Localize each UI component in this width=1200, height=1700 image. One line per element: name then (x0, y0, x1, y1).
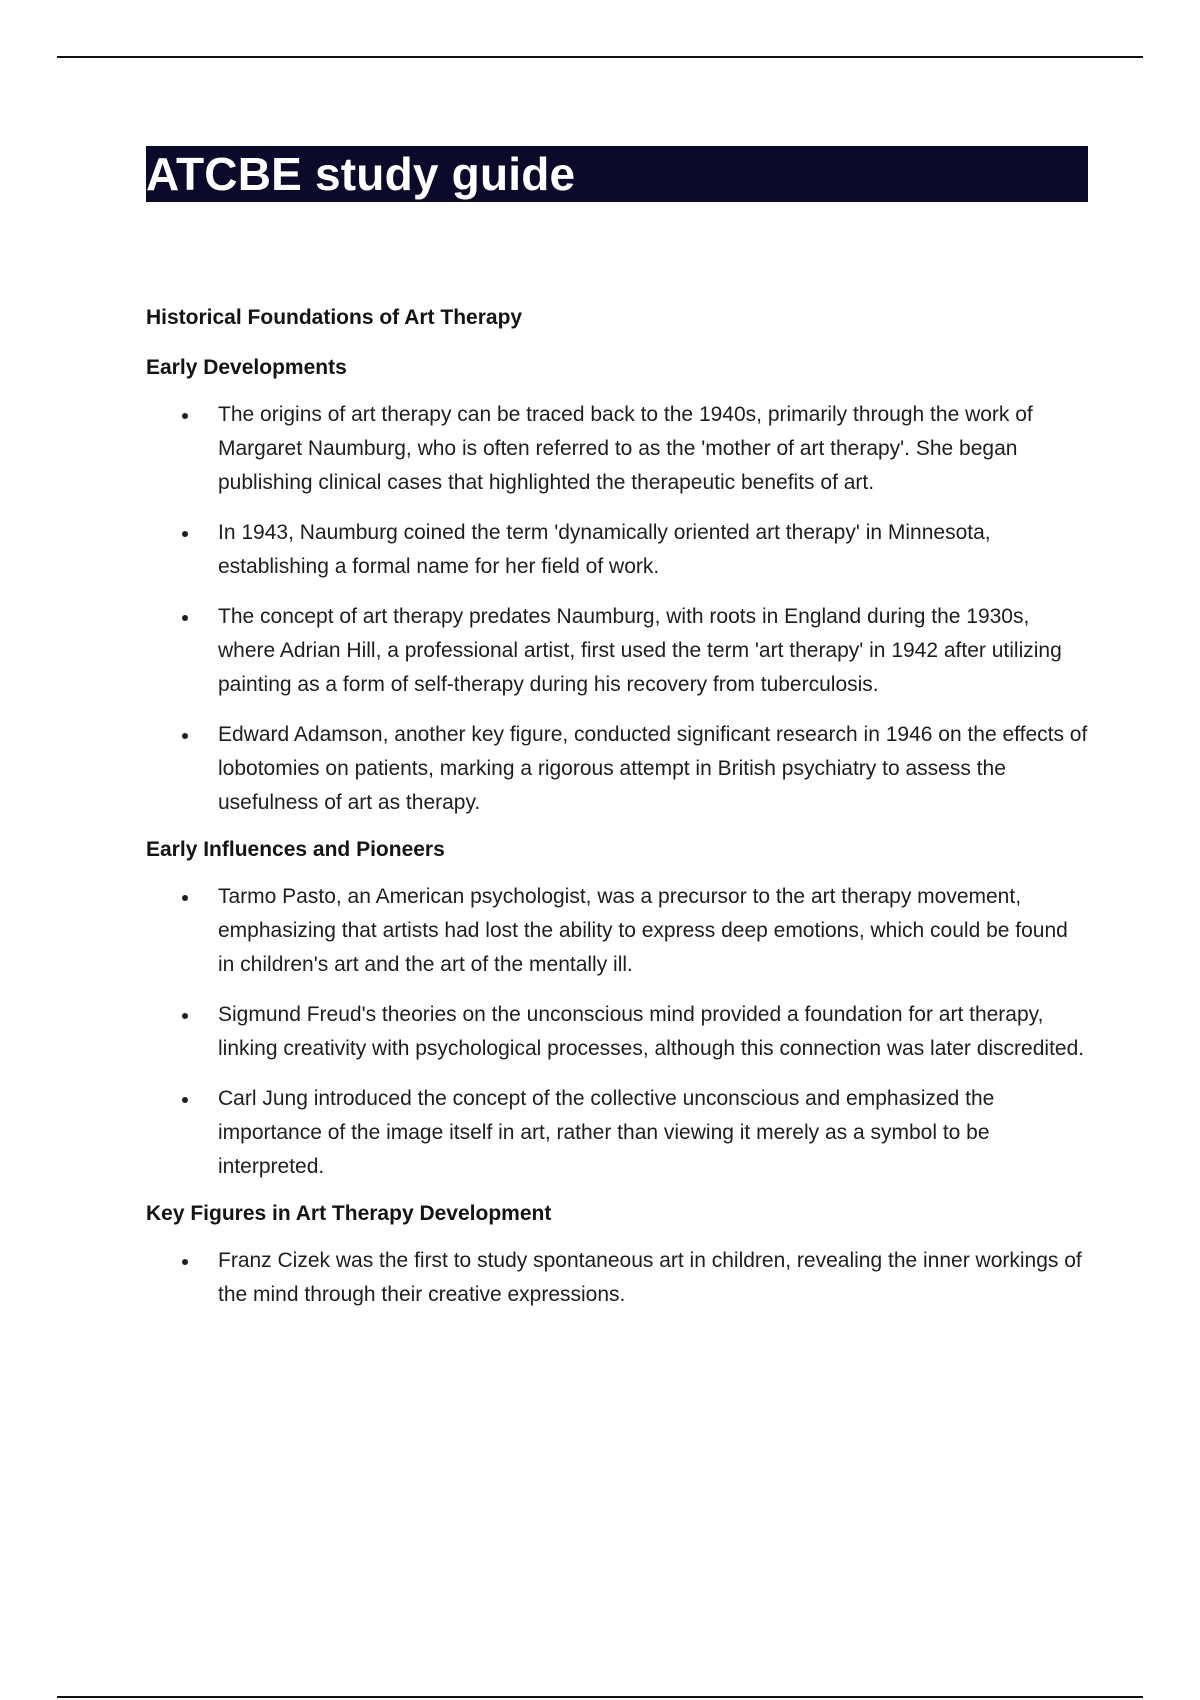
list-item-text: In 1943, Naumburg coined the term 'dynamically oriented art therapy' in Minnesota, establishing a formal name for her field of work. (218, 521, 991, 578)
section-title-early-developments: Early Developments (146, 356, 347, 379)
list-item (146, 398, 1088, 500)
list-item-text: The concept of art therapy predates Naumburg, with roots in England during the 1930s, where Adrian Hill, a professional artist, first used the term 'art therapy' in 1942 after utilizing painting as a form of self-therapy during his recovery from tuberculosis. (218, 605, 1062, 696)
bullet-icon (182, 413, 188, 419)
bullet-icon (182, 733, 188, 739)
bullet-list-key-figures (146, 1244, 1088, 1312)
list-item-text: Sigmund Freud's theories on the unconscious mind provided a foundation for art therapy, linking creativity with psychological processes, although this connection was later discredited. (218, 1003, 1085, 1060)
bullet-list-early-developments (146, 398, 1088, 820)
list-item (146, 718, 1088, 820)
section-title-key-figures: Key Figures in Art Therapy Development (146, 1202, 552, 1225)
page-bottom-rule (57, 1696, 1143, 1698)
list-item (146, 1082, 1088, 1184)
list-item-text: Edward Adamson, another key figure, conducted significant research in 1946 on the effects of lobotomies on patients, marking a rigorous attempt in British psychiatry to assess the usefulness of art as therapy. (218, 723, 1088, 814)
main-heading: Historical Foundations of Art Therapy (146, 306, 523, 329)
list-item-text: Carl Jung introduced the concept of the collective unconscious and emphasized the importance of the image itself in art, rather than viewing it merely as a symbol to be interpreted. (218, 1087, 995, 1178)
bullet-icon (182, 1259, 188, 1265)
bullet-icon (182, 531, 188, 537)
list-item (146, 516, 1088, 584)
list-item (146, 880, 1088, 982)
document-title: ATCBE study guide (146, 146, 1088, 202)
bullet-icon (182, 895, 188, 901)
bullet-icon (182, 1013, 188, 1019)
page-top-rule (57, 56, 1143, 58)
list-item-text: Tarmo Pasto, an American psychologist, was a precursor to the art therapy movement, emphasizing that artists had lost the ability to express deep emotions, which could be found in children's art and the art of the mentally ill. (218, 885, 1068, 976)
section-title-early-influences: Early Influences and Pioneers (146, 838, 445, 861)
bullet-list-early-influences (146, 880, 1088, 1184)
bullet-icon (182, 615, 188, 621)
list-item (146, 998, 1088, 1066)
list-item (146, 600, 1088, 702)
document-body (146, 146, 1088, 1328)
bullet-icon (182, 1097, 188, 1103)
list-item (146, 1244, 1088, 1312)
list-item-text: The origins of art therapy can be traced back to the 1940s, primarily through the work of Margaret Naumburg, who is often referred to as the 'mother of art therapy'. She began publishing clinical cases that highlighted the therapeutic benefits of art. (218, 403, 1033, 494)
list-item-text: Franz Cizek was the first to study spontaneous art in children, revealing the inner workings of the mind through their creative expressions. (218, 1249, 1082, 1306)
